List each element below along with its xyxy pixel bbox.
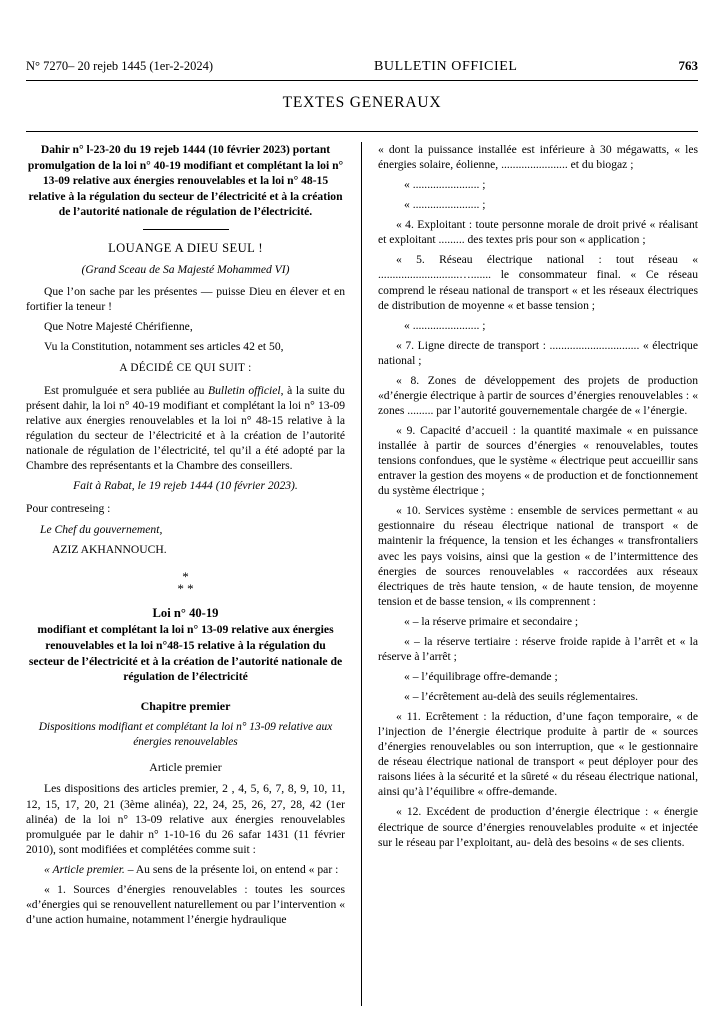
left-column: [26, 142, 362, 1006]
fait-a-rabat: Fait à Rabat, le 19 rejeb 1444 (10 février 2023).: [73, 479, 298, 493]
grand-sceau-line: (Grand Sceau de Sa Majesté Mohammed VI): [81, 263, 290, 277]
page-header: [26, 58, 698, 75]
two-column-body: [26, 142, 698, 1006]
header-publication-title: BULLETIN OFFICIEL: [373, 59, 518, 74]
louange-line: LOUANGE A DIEU SEUL !: [108, 240, 263, 255]
header-issue-number: N° 7270– 20 rejeb 1445 (1er-2-2024): [26, 59, 213, 73]
law-heading: [26, 605, 345, 685]
law-number: Loi n° 40-19: [152, 606, 219, 621]
definition-item-9: « 9. Capacité d’accueil : la quantité maximale « en puissance installée à partir de sources d’énergies « renouvelables, toutes tensions confondues, que le système « électrique peut accueillir sans entraver la gestion des moyens « de production et de fonctionnement du système électrique ;: [378, 424, 698, 498]
signataire-name: AZIZ AKHANNOUCH.: [52, 542, 167, 556]
star-top: *: [182, 568, 189, 584]
right-column: [362, 142, 698, 1006]
definition-item-1-continued: « dont la puissance installée est inférieure à 30 mégawatts, « les énergies solaire, éolienne, ....................... et du biogaz ;: [378, 143, 698, 172]
article-heading: Article premier: [149, 760, 222, 775]
dahir-heading: Dahir n° l-23-20 du 19 rejeb 1444 (10 février 2023) portant promulgation de la loi n° 40-19 modifiant et complétant la loi n° 13-09 relative aux énergies renouvelables et la loi n° 48-15 relative à la régulation du secteur de l’électricité et à la création de l’autorité nationale de régulation de l’électricité.: [27, 143, 344, 219]
section-title: TEXTES GENERAUX: [282, 94, 442, 111]
chapter-heading: Chapitre premier: [140, 698, 231, 713]
rule-after-dahir: [143, 229, 229, 230]
article-quote-lead-italic: « Article premier.: [44, 862, 125, 876]
definition-item-11: « 11. Ecrêtement : la réduction, d’une façon temporaire, « de l’injection de l’énergie électrique produite à partir de « sources d’énergies renouvelables ou son interruption, que « le gestionnaire de réseau électrique national de transport « peut déployer pour des raisons liées à la sécurité et la sûreté « du réseau électrique national, ainsi qu’à l’équilibre « offre-demande.: [378, 710, 698, 799]
promulgation-pre: Est promulguée et sera publiée au: [44, 384, 209, 397]
star-bottom: * *: [177, 580, 194, 596]
law-subtitle: modifiant et complétant la loi n° 13-09 relative aux énergies renouvelables et la loi n°48-15 relative à la régulation du secteur de l’électricité et à la création de l’autorité nationale de régulation de l’électricité: [28, 623, 343, 684]
paragraph-promulgation: [26, 383, 345, 473]
paragraph-preamble-2: Que Notre Majesté Chérifienne,: [44, 320, 193, 334]
star-separator: [26, 568, 345, 596]
promulgation-italic: Bulletin officiel: [208, 384, 281, 397]
definition-item-7: « 7. Ligne directe de transport : ............................... « électrique national ;: [378, 338, 698, 367]
section-title-divider: [26, 131, 698, 132]
definition-item-12: « 12. Excédent de production d’énergie électrique : « énergie électrique de source d’énergies renouvelables produite « et injectée sur le réseau par l’exploitant, au- delà des besoins « de ses clients.: [378, 805, 698, 849]
definition-item-8: « 8. Zones de développement des projets de production «d’énergie électrique à partir de sources d’énergies renouvelables : « zones ......... par l’autorité gouvernementale chargée de « l’énergie.: [378, 373, 698, 417]
chef-du-gouvernement-label: Le Chef du gouvernement,: [40, 522, 163, 536]
contreseing-label: Pour contreseing :: [26, 502, 111, 516]
article-quote-lead: [26, 862, 345, 877]
paragraph-preamble-3: Vu la Constitution, notamment ses articles 42 et 50,: [44, 340, 284, 354]
services-sub-item-3: « – l’équilibrage offre-demande ;: [404, 669, 558, 683]
definition-item-4: « 4. Exploitant : toute personne morale de droit privé « réalisant et exploitant ......... des textes pris pour son « application ;: [378, 218, 698, 247]
chapter-subtitle: Dispositions modifiant et complétant la loi n° 13-09 relative aux énergies renouvelables: [38, 721, 333, 749]
definition-item-1: « 1. Sources d’énergies renouvelables : toutes les sources «d’énergies qui se renouvellent naturellement ou par l’intervention « d’une action humaine, notamment l’énergie hydraulique: [26, 882, 345, 926]
definition-item-10: « 10. Services système : ensemble de services permettant « au gestionnaire du réseau électrique national de transport « de maintenir la fréquence, la tension et les échanges « transfrontaliers avec les pays voisins, ainsi que la gestion « de l’intermittence des énergies de sources renouvelables « raccordées aux réseaux électriques de très haute tension, « de haute tension, de moyenne tension et de basse tension, « ils comprennent :: [378, 504, 698, 608]
article-quote-lead-rest: – Au sens de la présente loi, on entend « par :: [124, 862, 339, 876]
services-sub-item-4: « – l’écrêtement au-delà des seuils réglementaires.: [404, 690, 639, 703]
header-page-number: 763: [678, 58, 698, 73]
definition-item-5: « 5. Réseau électrique national : tout réseau « ............................…....... le consommateur final. « Ce réseau comprend le réseau national de transport « et les réseaux électriques de distribution de moyenne « et basse tension ;: [378, 253, 698, 312]
promulgation-post: , à la suite du présent dahir, la loi n° 40-19 modifiant et complétant la loi n° 13-09 relative aux énergies renouvelables et la loi n° 48-15 relative à la régulation du secteur de l’électricité et à la création de l’autorité nationale de régulation de l’électricité, tel qu’il a été adopté par la Chambre des représentants et la Chambre des conseillers.: [26, 384, 345, 473]
article-body: Les dispositions des articles premier, 2 , 4, 5, 6, 7, 8, 9, 10, 11, 12, 15, 17, 20, 21 (3ème alinéa), 22, 24, 25, 26, 27, 28, 42 (1er alinéa) de la loi n° 13-09 relative aux énergies renouvelables promulguée par le dahir n° 1-10-16 du 26 safar 1431 (11 février 2010), sont modifiées et complétées comme suit :: [26, 782, 345, 856]
definition-bullet-2: « ....................... ;: [404, 198, 486, 212]
definition-bullet-3: « ....................... ;: [404, 318, 486, 332]
services-sub-item-2: « – la réserve tertiaire : réserve froide rapide à l’arrêt et « la réserve à l’arrêt ;: [378, 634, 698, 663]
decision-line: A DÉCIDÉ CE QUI SUIT :: [119, 362, 252, 375]
paragraph-preamble-1: Que l’on sache par les présentes — puisse Dieu en élever et en fortifier la teneur !: [26, 285, 345, 314]
definition-bullet-1: « ....................... ;: [404, 178, 486, 192]
services-sub-item-1: « – la réserve primaire et secondaire ;: [404, 614, 579, 628]
header-divider: [26, 80, 698, 81]
